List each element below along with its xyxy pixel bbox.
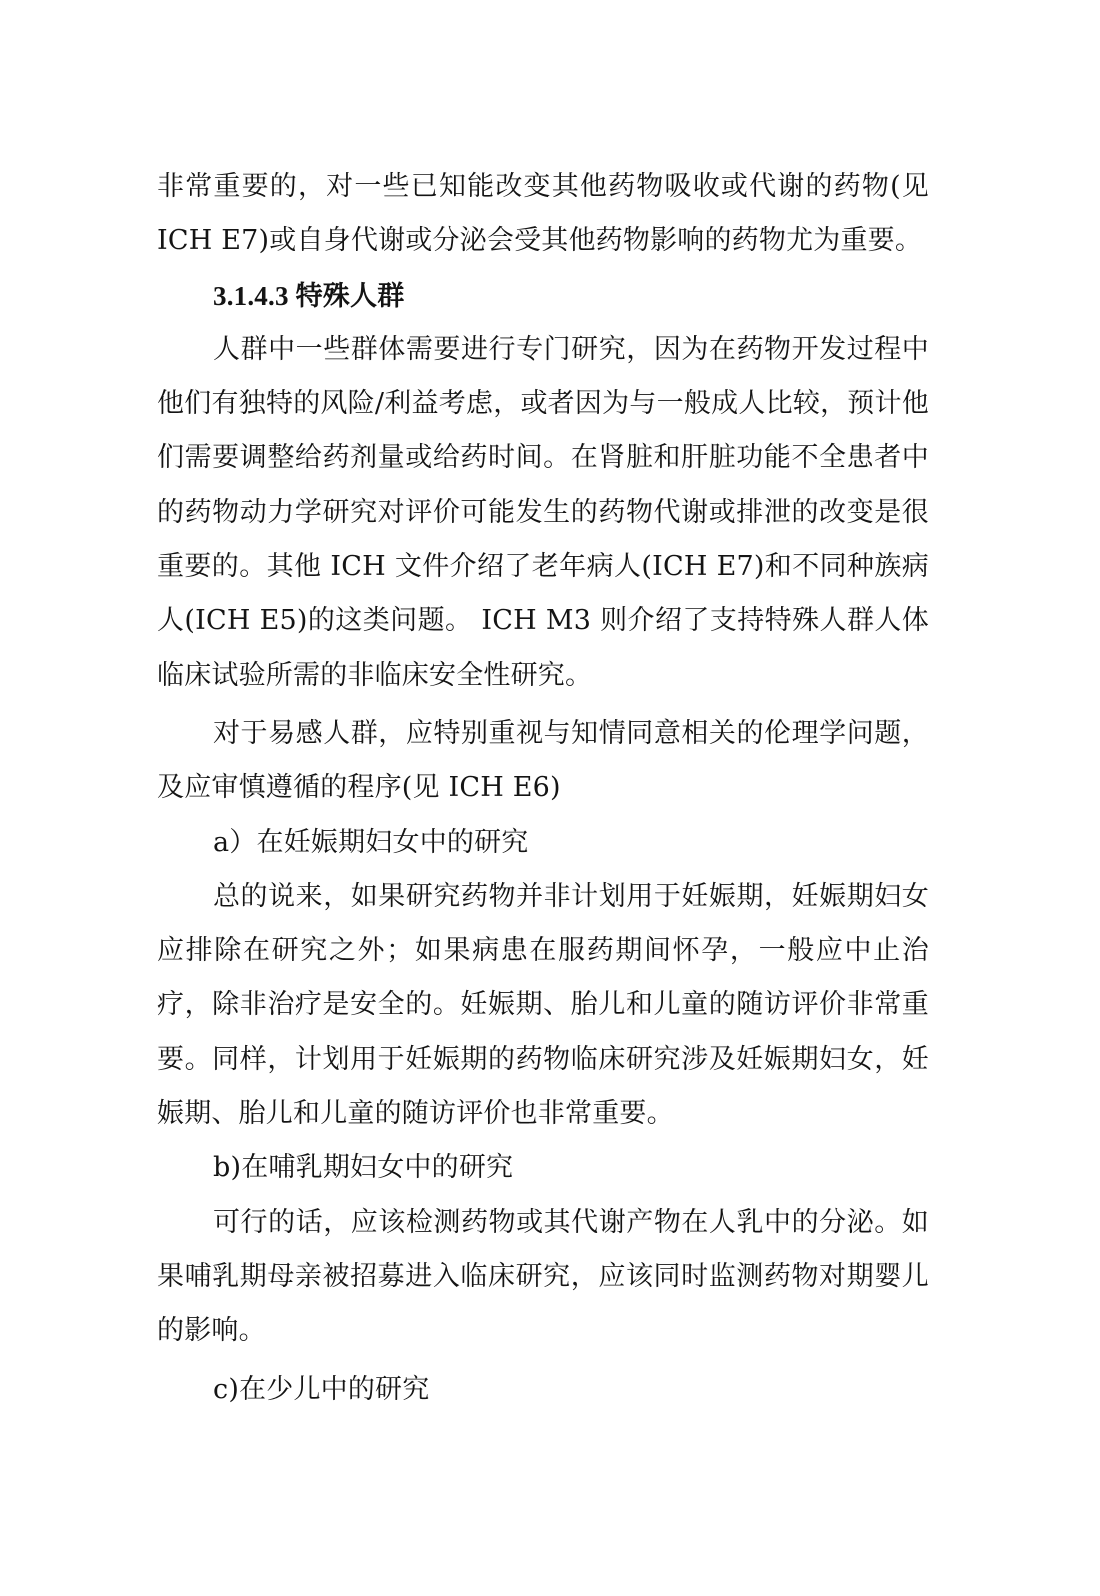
paragraph-lactation: 可行的话，应该检测药物或其代谢产物在人乳中的分泌。如果哺乳期母亲被招募进入临床研究，应该同时监测药物对期婴儿的影响。 [157,1206,929,1347]
subheading-lactation: b)在哺乳期妇女中的研究 [213,1152,514,1184]
paragraph-continued: 非常重要的，对一些已知能改变其他药物吸收或代谢的药物(见ICH E7)或自身代谢或分泌会受其他药物影响的药物尤为重要。 [157,171,929,257]
subheading-pregnancy: a）在妊娠期妇女中的研究 [213,826,529,858]
section-heading: 3.1.4.3 特殊人群 [213,280,405,311]
subheading-children: c)在少儿中的研究 [213,1373,430,1405]
paragraph-pregnancy: 总的说来，如果研究药物并非计划用于妊娠期，妊娠期妇女应排除在研究之外；如果病患在服药期间怀孕，一般应中止治疗，除非治疗是安全的。妊娠期、胎儿和儿童的随访评价非常重要。同样，计划用于妊娠期的药物临床研究涉及妊娠期妇女，妊娠期、胎儿和儿童的随访评价也非常重要。 [157,880,929,1130]
paragraph-vulnerable-populations: 对于易感人群，应特别重视与知情同意相关的伦理学问题，及应审慎遵循的程序(见 ICH E6) [157,717,929,804]
paragraph-special-populations: 人群中一些群体需要进行专门研究，因为在药物开发过程中他们有独特的风险/利益考虑，或者因为与一般成人比较，预计他们需要调整给药剂量或给药时间。在肾脏和肝脏功能不全患者中的药物动力学研究对评价可能发生的药物代谢或排泄的改变是很重要的。其他 ICH 文件介绍了老年病人(ICH E7)和不同种族病人(ICH E5)的这类问题。 ICH M3 则介绍了支持特殊人群人体临床试验所需的非临床安全性研究。 [157,333,929,691]
document-page [157,160,929,1417]
